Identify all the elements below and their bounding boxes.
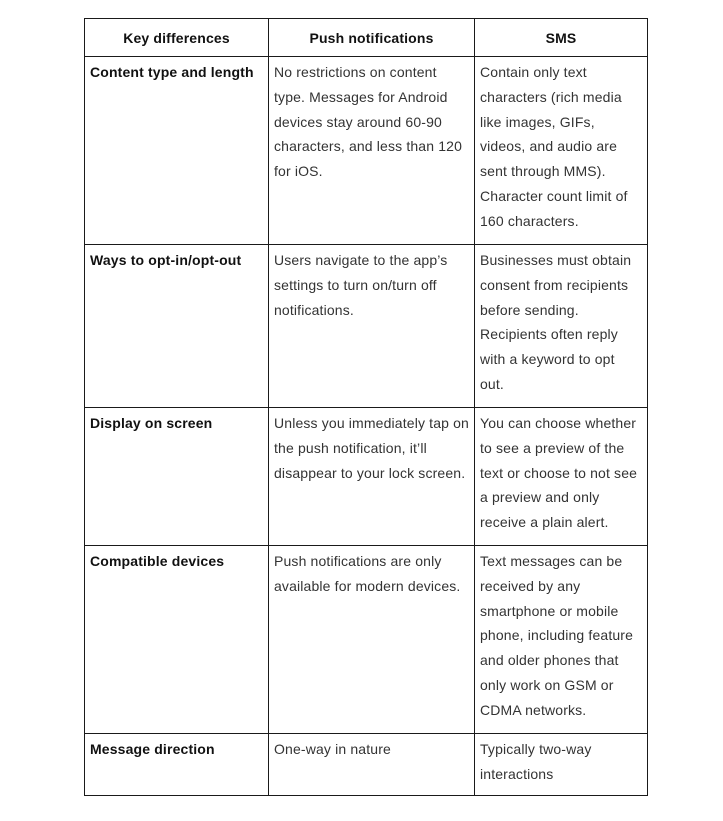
push-cell: Push notifications are only available for modern devices. <box>269 546 475 734</box>
table-header <box>85 19 648 57</box>
header-key-differences: Key differences <box>85 19 269 57</box>
table-row <box>85 245 648 408</box>
header-push-notifications: Push notifications <box>269 19 475 57</box>
sms-cell: Businesses must obtain consent from recipients before sending. Recipients often reply with a keyword to opt out. <box>475 245 648 408</box>
row-label: Display on screen <box>85 408 269 546</box>
row-label: Message direction <box>85 734 269 796</box>
table-row <box>85 408 648 546</box>
header-sms: SMS <box>475 19 648 57</box>
sms-cell: Text messages can be received by any smartphone or mobile phone, including feature and older phones that only work on GSM or CDMA networks. <box>475 546 648 734</box>
comparison-table-container <box>84 18 647 796</box>
table-row <box>85 57 648 245</box>
push-cell: No restrictions on content type. Messages for Android devices stay around 60-90 characters, and less than 120 for iOS. <box>269 57 475 245</box>
push-cell: Users navigate to the app’s settings to turn on/turn off notifications. <box>269 245 475 408</box>
row-label: Compatible devices <box>85 546 269 734</box>
table-row <box>85 734 648 796</box>
sms-cell: Contain only text characters (rich media like images, GIFs, videos, and audio are sent through MMS). Character count limit of 160 characters. <box>475 57 648 245</box>
table-row <box>85 546 648 734</box>
header-row <box>85 19 648 57</box>
comparison-table <box>84 18 648 796</box>
row-label: Content type and length <box>85 57 269 245</box>
sms-cell: Typically two-way interactions <box>475 734 648 796</box>
push-cell: One-way in nature <box>269 734 475 796</box>
row-label: Ways to opt-in/opt-out <box>85 245 269 408</box>
push-cell: Unless you immediately tap on the push notification, it’ll disappear to your lock screen. <box>269 408 475 546</box>
sms-cell: You can choose whether to see a preview of the text or choose to not see a preview and only receive a plain alert. <box>475 408 648 546</box>
table-body <box>85 57 648 796</box>
